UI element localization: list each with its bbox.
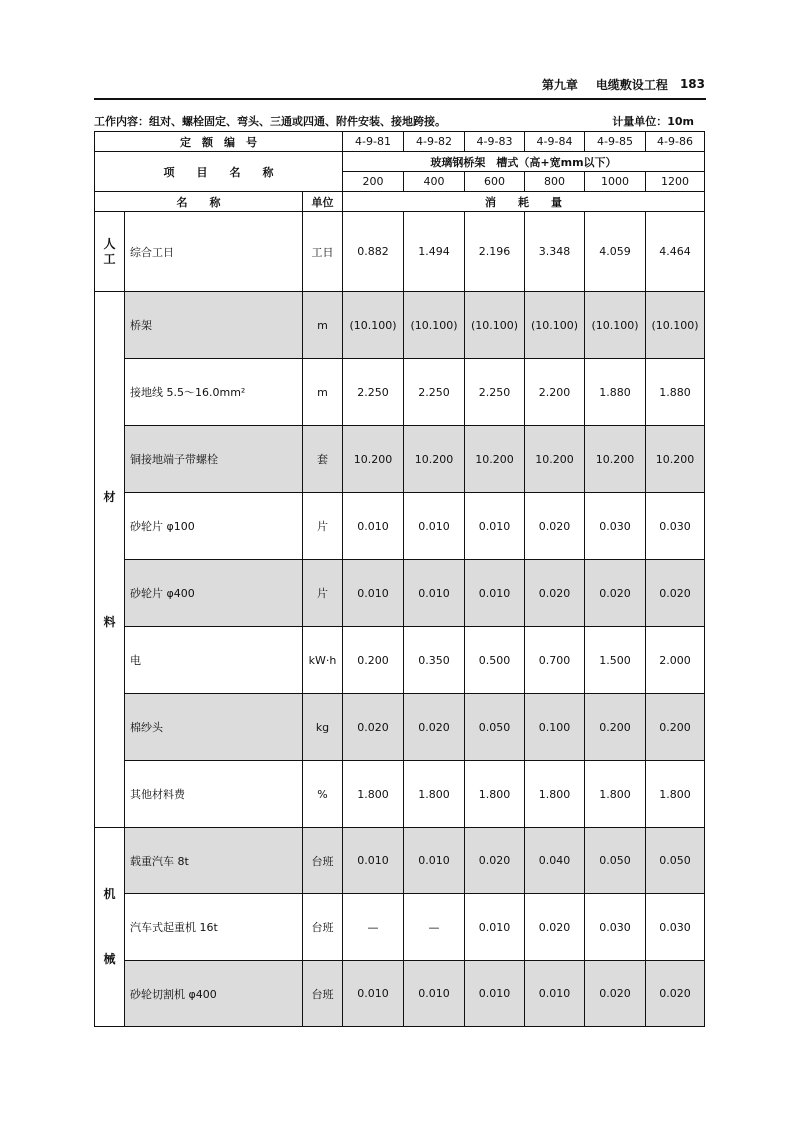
category-machine: 机 械 (95, 828, 125, 1027)
value-cell: 0.100 (525, 694, 585, 761)
value-cell: 2.250 (404, 359, 465, 426)
col-unit-header: 单位 (303, 192, 343, 212)
value-cell: 0.200 (646, 694, 705, 761)
table-row (95, 493, 705, 560)
value-cell: 1.500 (585, 627, 646, 694)
item-desc-row (95, 152, 705, 172)
value-cell: 1.800 (585, 761, 646, 828)
value-cell: 10.200 (525, 426, 585, 493)
row-unit: 工日 (303, 212, 343, 292)
row-name: 铜接地端子带螺栓 (125, 426, 303, 493)
value-cell: 2.200 (525, 359, 585, 426)
value-cell: 1.494 (404, 212, 465, 292)
chapter-title: 电缆敷设工程 (595, 77, 668, 92)
row-unit: kW·h (303, 627, 343, 694)
value-cell: 0.200 (585, 694, 646, 761)
col-consume-header: 消 耗 量 (343, 192, 705, 212)
value-cell: 10.200 (646, 426, 705, 493)
value-cell: 1.880 (646, 359, 705, 426)
value-cell: 0.030 (585, 894, 646, 961)
code-cell: 4-9-86 (646, 132, 705, 152)
value-cell: 0.010 (465, 961, 525, 1027)
value-cell: 1.800 (404, 761, 465, 828)
value-cell: 0.200 (343, 627, 404, 694)
row-name: 接地线 5.5～16.0mm² (125, 359, 303, 426)
value-cell: 0.040 (525, 828, 585, 894)
work-content-line (94, 113, 706, 129)
value-cell: 0.010 (525, 961, 585, 1027)
value-cell: 0.020 (404, 694, 465, 761)
value-cell: 10.200 (585, 426, 646, 493)
table-row (95, 828, 705, 894)
page-number: 183 (679, 77, 705, 91)
row-unit: 台班 (303, 828, 343, 894)
table-row (95, 961, 705, 1027)
code-cell: 4-9-84 (525, 132, 585, 152)
row-name: 棉纱头 (125, 694, 303, 761)
row-unit: 片 (303, 493, 343, 560)
row-name: 电 (125, 627, 303, 694)
code-cell: 4-9-81 (343, 132, 404, 152)
value-cell: 0.010 (404, 828, 465, 894)
code-cell: 4-9-85 (585, 132, 646, 152)
value-cell: 4.059 (585, 212, 646, 292)
row-unit: kg (303, 694, 343, 761)
value-cell: 0.010 (343, 828, 404, 894)
item-description: 玻璃钢桥架 槽式（高+宽mm以下） (343, 152, 705, 172)
value-cell: 0.020 (525, 493, 585, 560)
row-name: 汽车式起重机 16t (125, 894, 303, 961)
value-cell: 10.200 (465, 426, 525, 493)
value-cell: 0.010 (465, 894, 525, 961)
row-unit: m (303, 359, 343, 426)
value-cell: 10.200 (343, 426, 404, 493)
value-cell: 0.020 (343, 694, 404, 761)
table-row (95, 212, 705, 292)
header-rule (94, 98, 706, 100)
value-cell: 0.020 (646, 560, 705, 627)
value-cell: 0.020 (525, 560, 585, 627)
value-cell: — (343, 894, 404, 961)
value-cell: (10.100) (404, 292, 465, 359)
row-name: 其他材料费 (125, 761, 303, 828)
value-cell: 0.010 (343, 961, 404, 1027)
value-cell: 2.196 (465, 212, 525, 292)
value-cell: 0.020 (585, 961, 646, 1027)
size-cell: 400 (404, 172, 465, 192)
value-cell: 0.050 (646, 828, 705, 894)
code-cell: 4-9-83 (465, 132, 525, 152)
category-labor: 人 工 (95, 212, 125, 292)
size-cell: 200 (343, 172, 404, 192)
row-name: 综合工日 (125, 212, 303, 292)
table-row (95, 761, 705, 828)
value-cell: 0.350 (404, 627, 465, 694)
value-cell: 0.010 (404, 493, 465, 560)
value-cell: 0.050 (465, 694, 525, 761)
row-unit: 台班 (303, 961, 343, 1027)
row-name: 载重汽车 8t (125, 828, 303, 894)
row-name: 桥架 (125, 292, 303, 359)
size-cell: 800 (525, 172, 585, 192)
measure-unit: 计量单位：10m (612, 115, 694, 128)
value-cell: 3.348 (525, 212, 585, 292)
value-cell: 10.200 (404, 426, 465, 493)
value-cell: 0.010 (404, 961, 465, 1027)
value-cell: 0.020 (585, 560, 646, 627)
value-cell: (10.100) (343, 292, 404, 359)
value-cell: 0.010 (465, 560, 525, 627)
row-name: 砂轮片 φ100 (125, 493, 303, 560)
value-cell: 4.464 (646, 212, 705, 292)
row-unit: m (303, 292, 343, 359)
value-cell: 2.000 (646, 627, 705, 694)
work-content: 工作内容：组对、螺栓固定、弯头、三通或四通、附件安装、接地跨接。 (94, 115, 446, 128)
item-name-label: 项 目 名 称 (95, 152, 343, 192)
value-cell: 0.050 (585, 828, 646, 894)
quota-code-label: 定 额 编 号 (95, 132, 343, 152)
value-cell: 1.800 (646, 761, 705, 828)
value-cell: 0.020 (525, 894, 585, 961)
value-cell: 0.010 (343, 493, 404, 560)
value-cell: 0.010 (404, 560, 465, 627)
table-row (95, 694, 705, 761)
value-cell: 0.882 (343, 212, 404, 292)
row-unit: 台班 (303, 894, 343, 961)
table-row (95, 359, 705, 426)
value-cell: 0.020 (465, 828, 525, 894)
table-row (95, 894, 705, 961)
column-header-row (95, 192, 705, 212)
value-cell: 0.020 (646, 961, 705, 1027)
value-cell: 0.030 (585, 493, 646, 560)
row-name: 砂轮片 φ400 (125, 560, 303, 627)
size-cell: 1200 (646, 172, 705, 192)
value-cell: 0.030 (646, 894, 705, 961)
value-cell: 2.250 (343, 359, 404, 426)
value-cell: 1.880 (585, 359, 646, 426)
value-cell: 1.800 (465, 761, 525, 828)
value-cell: — (404, 894, 465, 961)
chapter-label: 第九章 (541, 77, 578, 92)
value-cell: (10.100) (465, 292, 525, 359)
value-cell: 0.030 (646, 493, 705, 560)
table-row (95, 627, 705, 694)
row-unit: % (303, 761, 343, 828)
quota-code-row (95, 132, 705, 152)
row-unit: 片 (303, 560, 343, 627)
size-cell: 600 (465, 172, 525, 192)
value-cell: 1.800 (343, 761, 404, 828)
col-name-header: 名 称 (95, 192, 303, 212)
value-cell: 2.250 (465, 359, 525, 426)
table-row (95, 426, 705, 493)
page-header (94, 74, 705, 94)
value-cell: (10.100) (585, 292, 646, 359)
value-cell: 0.700 (525, 627, 585, 694)
table-row (95, 292, 705, 359)
category-material: 材 料 (95, 292, 125, 828)
table-row (95, 560, 705, 627)
value-cell: 0.500 (465, 627, 525, 694)
row-name: 砂轮切割机 φ400 (125, 961, 303, 1027)
value-cell: (10.100) (646, 292, 705, 359)
size-cell: 1000 (585, 172, 646, 192)
code-cell: 4-9-82 (404, 132, 465, 152)
value-cell: (10.100) (525, 292, 585, 359)
value-cell: 1.800 (525, 761, 585, 828)
value-cell: 0.010 (343, 560, 404, 627)
row-unit: 套 (303, 426, 343, 493)
quota-table (94, 131, 705, 1027)
value-cell: 0.010 (465, 493, 525, 560)
